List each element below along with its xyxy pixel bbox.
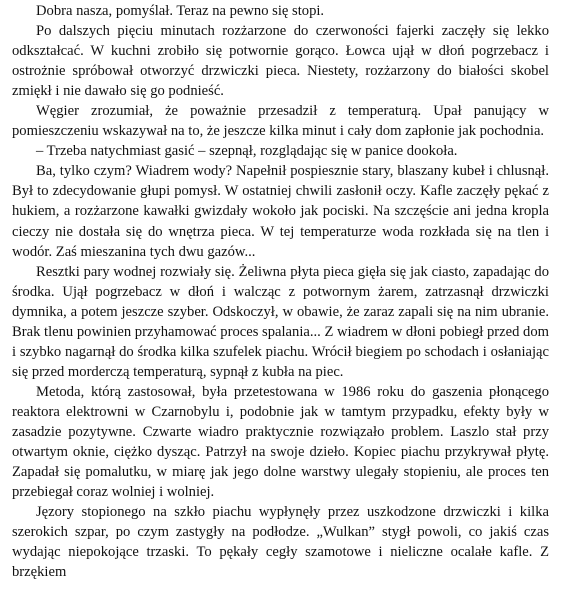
paragraph: Ba, tylko czym? Wiadrem wody? Napełnił pospiesznie stary, blaszany kubeł i chlusnął. Był to zdecydowanie głupi pomysł. W ostatniej chwili zasłonił oczy. Kafle zaczęły pękać z hukiem, a rozżarzone kawałki gwizdały wokoło jak pociski. Na szczęście ani jedna kropla cieczy nie dostała się do wnętrza pieca. W tej temperaturze woda rozkłada się na tlen i wodór. Zaś mieszanina tych dwu gazów...: [12, 163, 549, 260]
document-page: [12, 1, 549, 582]
paragraph: Po dalszych pięciu minutach rozżarzone do czerwoności fajerki zaczęły się lekko odkształcać. W kuchni zrobiło się potwornie gorąco. Łowca ujął w dłoń pogrzebacz i ostrożnie spróbował otworzyć drzwiczki pieca. Niestety, rozżarzony do białości skobel zmiękł i nie dawało się go podnieść.: [12, 23, 549, 100]
paragraph: Jęzory stopionego na szkło piachu wypłynęły przez uszkodzone drzwiczki i kilka szerokich szpar, po czym zastygły na podłodze. „Wulkan” stygł powoli, co jakiś czas wydając niepokojące trzaski. To pękały cegły szamotowe i nieliczne ocalałe kafle. Z brzękiem: [12, 504, 549, 581]
paragraph: Metoda, którą zastosował, była przetestowana w 1986 roku do gaszenia płonącego reaktora elektrowni w Czarnobylu i, podobnie jak w tamtym przypadku, efekty były w zasadzie pozytywne. Czwarte wiadro praktycznie rozwiązało problem. Laszlo stał przy otwartym oknie, ciężko dysząc. Patrzył na swoje dzieło. Kopiec piachu przykrywał płytę. Zapadał się pomalutku, w miarę jak jego dolne warstwy ulegały stopieniu, ale proces ten przebiegał coraz wolniej i wolniej.: [12, 383, 549, 501]
paragraph: Dobra nasza, pomyślał. Teraz na pewno się stopi.: [36, 3, 325, 19]
paragraph: Węgier zrozumiał, że poważnie przesadził z temperaturą. Upał panujący w pomieszczeniu wskazywał na to, że jeszcze kilka minut i cały dom zapłonie jak pochodnia.: [12, 103, 549, 140]
paragraph: Resztki pary wodnej rozwiały się. Żeliwna płyta pieca gięła się jak ciasto, zapadając do środka. Ujął pogrzebacz w dłoń i walcząc z potwornym żarem, zatrzasnął drzwiczki dymnika, a potem jeszcze szyber. Odskoczył, w obawie, że zaraz zapali się na nim ubranie. Brak tlenu powinien przyhamować proces spalania... Z wiadrem w dłoni pobiegł przed dom i szybko nagarnął do środka kilka szufelek piachu. Wrócił biegiem po schodach i osłaniając się przed morderczą temperaturą, sypnął z kubła na piec.: [12, 263, 549, 380]
paragraph: – Trzeba natychmiast gasić – szepnął, rozglądając się w panice dookoła.: [36, 143, 458, 160]
